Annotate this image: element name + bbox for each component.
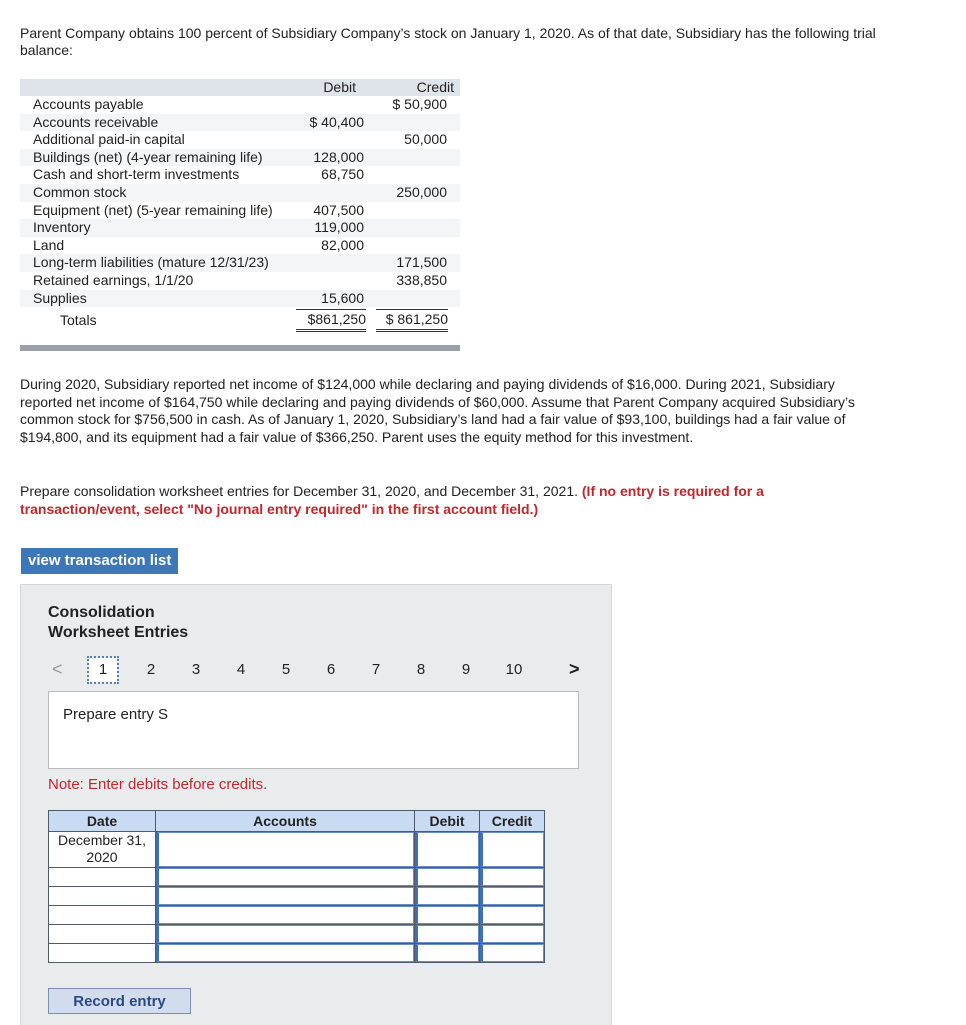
account-field[interactable]: [156, 944, 415, 963]
debit-amount: 407,500: [313, 201, 364, 218]
worksheet-panel: [20, 584, 612, 1025]
prev-arrow-icon[interactable]: <: [52, 659, 63, 679]
credit-input[interactable]: [480, 906, 544, 924]
account-select[interactable]: [156, 868, 414, 886]
credit-input[interactable]: [480, 944, 544, 962]
instruction-main: Prepare consolidation worksheet entries for December 31, 2020, and December 31, 2021.: [20, 483, 578, 499]
entry-label: Prepare entry S: [63, 706, 169, 723]
accounts-column-header: Accounts: [156, 811, 415, 832]
credit-field[interactable]: [480, 925, 545, 944]
account-name: Buildings (net) (4-year remaining life): [33, 148, 263, 165]
totals-row: [20, 309, 460, 331]
debit-field[interactable]: [415, 925, 480, 944]
trial-balance-row: [20, 202, 460, 220]
account-name: Additional paid-in capital: [33, 131, 185, 148]
totals-credit: $ 861,250: [376, 309, 448, 332]
intro-text: Parent Company obtains 100 percent of Subsidiary Company’s stock on January 1, 2020. As of that date, Subsidiary has the following trial balance:: [20, 25, 876, 58]
trial-balance-row: [20, 184, 460, 202]
credit-field[interactable]: [480, 887, 545, 906]
account-name: Common stock: [33, 183, 127, 200]
trial-balance-row: [20, 96, 460, 114]
credit-amount: 171,500: [396, 254, 447, 271]
trial-balance-row: [20, 166, 460, 184]
trial-balance-row: [20, 237, 460, 255]
journal-row: [49, 887, 545, 906]
entry-pager: [21, 659, 611, 683]
account-name: Equipment (net) (5-year remaining life): [33, 201, 273, 218]
journal-entry-table: [48, 810, 545, 963]
credit-field[interactable]: [480, 868, 545, 887]
debit-field[interactable]: [415, 832, 480, 868]
trial-balance-header: [20, 79, 460, 96]
page-tab-8[interactable]: 8: [416, 661, 426, 678]
debit-credit-note: Note: Enter debits before credits.: [48, 776, 268, 793]
journal-row: [49, 832, 545, 868]
debit-amount: 128,000: [313, 148, 364, 165]
debit-header: Debit: [323, 79, 356, 95]
credit-input[interactable]: [480, 925, 544, 943]
trial-balance-row: [20, 219, 460, 237]
page-tab-5[interactable]: 5: [281, 661, 291, 678]
date-column-header: Date: [49, 811, 156, 832]
account-select[interactable]: [156, 887, 414, 905]
credit-field[interactable]: [480, 832, 545, 868]
trial-balance: [20, 79, 460, 331]
account-select[interactable]: [156, 906, 414, 924]
debit-input[interactable]: [415, 944, 479, 962]
trial-balance-row: [20, 290, 460, 308]
debit-amount: 119,000: [314, 219, 364, 236]
debit-input[interactable]: [415, 906, 479, 924]
panel-title: [48, 603, 188, 643]
page-tab-2[interactable]: 2: [146, 661, 156, 678]
account-field[interactable]: [156, 906, 415, 925]
page-tab-10[interactable]: 10: [505, 661, 523, 678]
debit-column-header: Debit: [415, 811, 480, 832]
debit-field[interactable]: [415, 906, 480, 925]
date-cell: [49, 925, 156, 944]
credit-amount: $ 50,900: [392, 96, 447, 112]
account-name: Inventory: [33, 219, 91, 236]
trial-balance-row: [20, 131, 460, 149]
trial-balance-row: [20, 254, 460, 272]
account-field[interactable]: [156, 925, 415, 944]
debit-input[interactable]: [415, 887, 479, 905]
instruction-warning: (If no entry is required for a transaction/event, select "No journal entry required" in the first account field.): [20, 483, 764, 517]
entry-description-box: [48, 691, 579, 769]
journal-row: [49, 925, 545, 944]
panel-title-line2: Worksheet Entries: [48, 624, 189, 641]
account-field[interactable]: [156, 832, 415, 868]
trial-balance-row: [20, 149, 460, 167]
debit-field[interactable]: [415, 944, 480, 963]
next-arrow-icon[interactable]: >: [569, 659, 580, 679]
debit-input[interactable]: [415, 832, 479, 867]
credit-input[interactable]: [480, 887, 544, 905]
page-tab-7[interactable]: 7: [371, 661, 381, 678]
date-cell: [49, 868, 156, 887]
credit-amount: 250,000: [396, 183, 447, 200]
page-tab-1[interactable]: 1: [89, 658, 117, 682]
account-select[interactable]: [156, 832, 414, 867]
account-select[interactable]: [156, 944, 414, 962]
account-name: Supplies: [33, 289, 87, 306]
credit-field[interactable]: [480, 906, 545, 925]
account-select[interactable]: [156, 925, 414, 943]
account-name: Accounts payable: [33, 96, 144, 112]
credit-amount: 50,000: [404, 131, 447, 148]
debit-field[interactable]: [415, 887, 480, 906]
trial-balance-row: [20, 272, 460, 290]
account-field[interactable]: [156, 887, 415, 906]
debit-input[interactable]: [415, 868, 479, 886]
page-tab-4[interactable]: 4: [236, 661, 246, 678]
journal-row: [49, 944, 545, 963]
date-cell: [49, 944, 156, 963]
divider-bar: [20, 345, 460, 351]
account-name: Cash and short-term investments: [33, 166, 240, 183]
debit-field[interactable]: [415, 868, 480, 887]
account-name: Long-term liabilities (mature 12/31/23): [33, 254, 269, 271]
totals-debit: $861,250: [296, 309, 366, 332]
account-name: Accounts receivable: [33, 113, 159, 130]
scenario-text: During 2020, Subsidiary reported net income of $124,000 while declaring and paying dividends of $16,000. During 2021, Subsidiary reported net income of $164,750 while declaring and paying dividends of $60,000. Assume that Parent Company acquired Subsidiary’s common stock for $756,500 in cash. As of January 1, 2020, Subsidiary’s land had a fair value of $93,100, buildings had a fair value of $194,800, and its equipment had a fair value of $366,250. Parent uses the equity method for this investment.: [20, 376, 855, 445]
debit-amount: 68,750: [321, 166, 364, 183]
credit-field[interactable]: [480, 944, 545, 963]
debit-input[interactable]: [415, 925, 479, 943]
date-cell: [49, 887, 156, 906]
instruction-text: [20, 483, 880, 518]
debit-amount: 15,600: [321, 289, 364, 306]
totals-label: Totals: [60, 312, 97, 329]
account-name: Retained earnings, 1/1/20: [33, 271, 194, 288]
view-transaction-list-button[interactable]: view transaction list: [21, 548, 178, 574]
record-entry-button[interactable]: Record entry: [48, 988, 191, 1014]
credit-input[interactable]: [480, 868, 544, 886]
credit-input[interactable]: [480, 832, 544, 867]
date-cell: December 31, 2020: [49, 832, 156, 868]
trial-balance-row: [20, 114, 460, 132]
journal-row: [49, 906, 545, 925]
journal-row: [49, 868, 545, 887]
page-tab-9[interactable]: 9: [461, 661, 471, 678]
credit-column-header: Credit: [480, 811, 545, 832]
credit-amount: 338,850: [396, 271, 447, 288]
date-cell: [49, 906, 156, 925]
debit-amount: $ 40,400: [309, 113, 364, 130]
credit-header: Credit: [416, 79, 454, 95]
page-tab-3[interactable]: 3: [191, 661, 201, 678]
debit-amount: 82,000: [321, 236, 364, 253]
account-name: Land: [33, 236, 65, 253]
account-field[interactable]: [156, 868, 415, 887]
page-tab-6[interactable]: 6: [326, 661, 336, 678]
panel-title-line1: Consolidation: [48, 604, 155, 621]
